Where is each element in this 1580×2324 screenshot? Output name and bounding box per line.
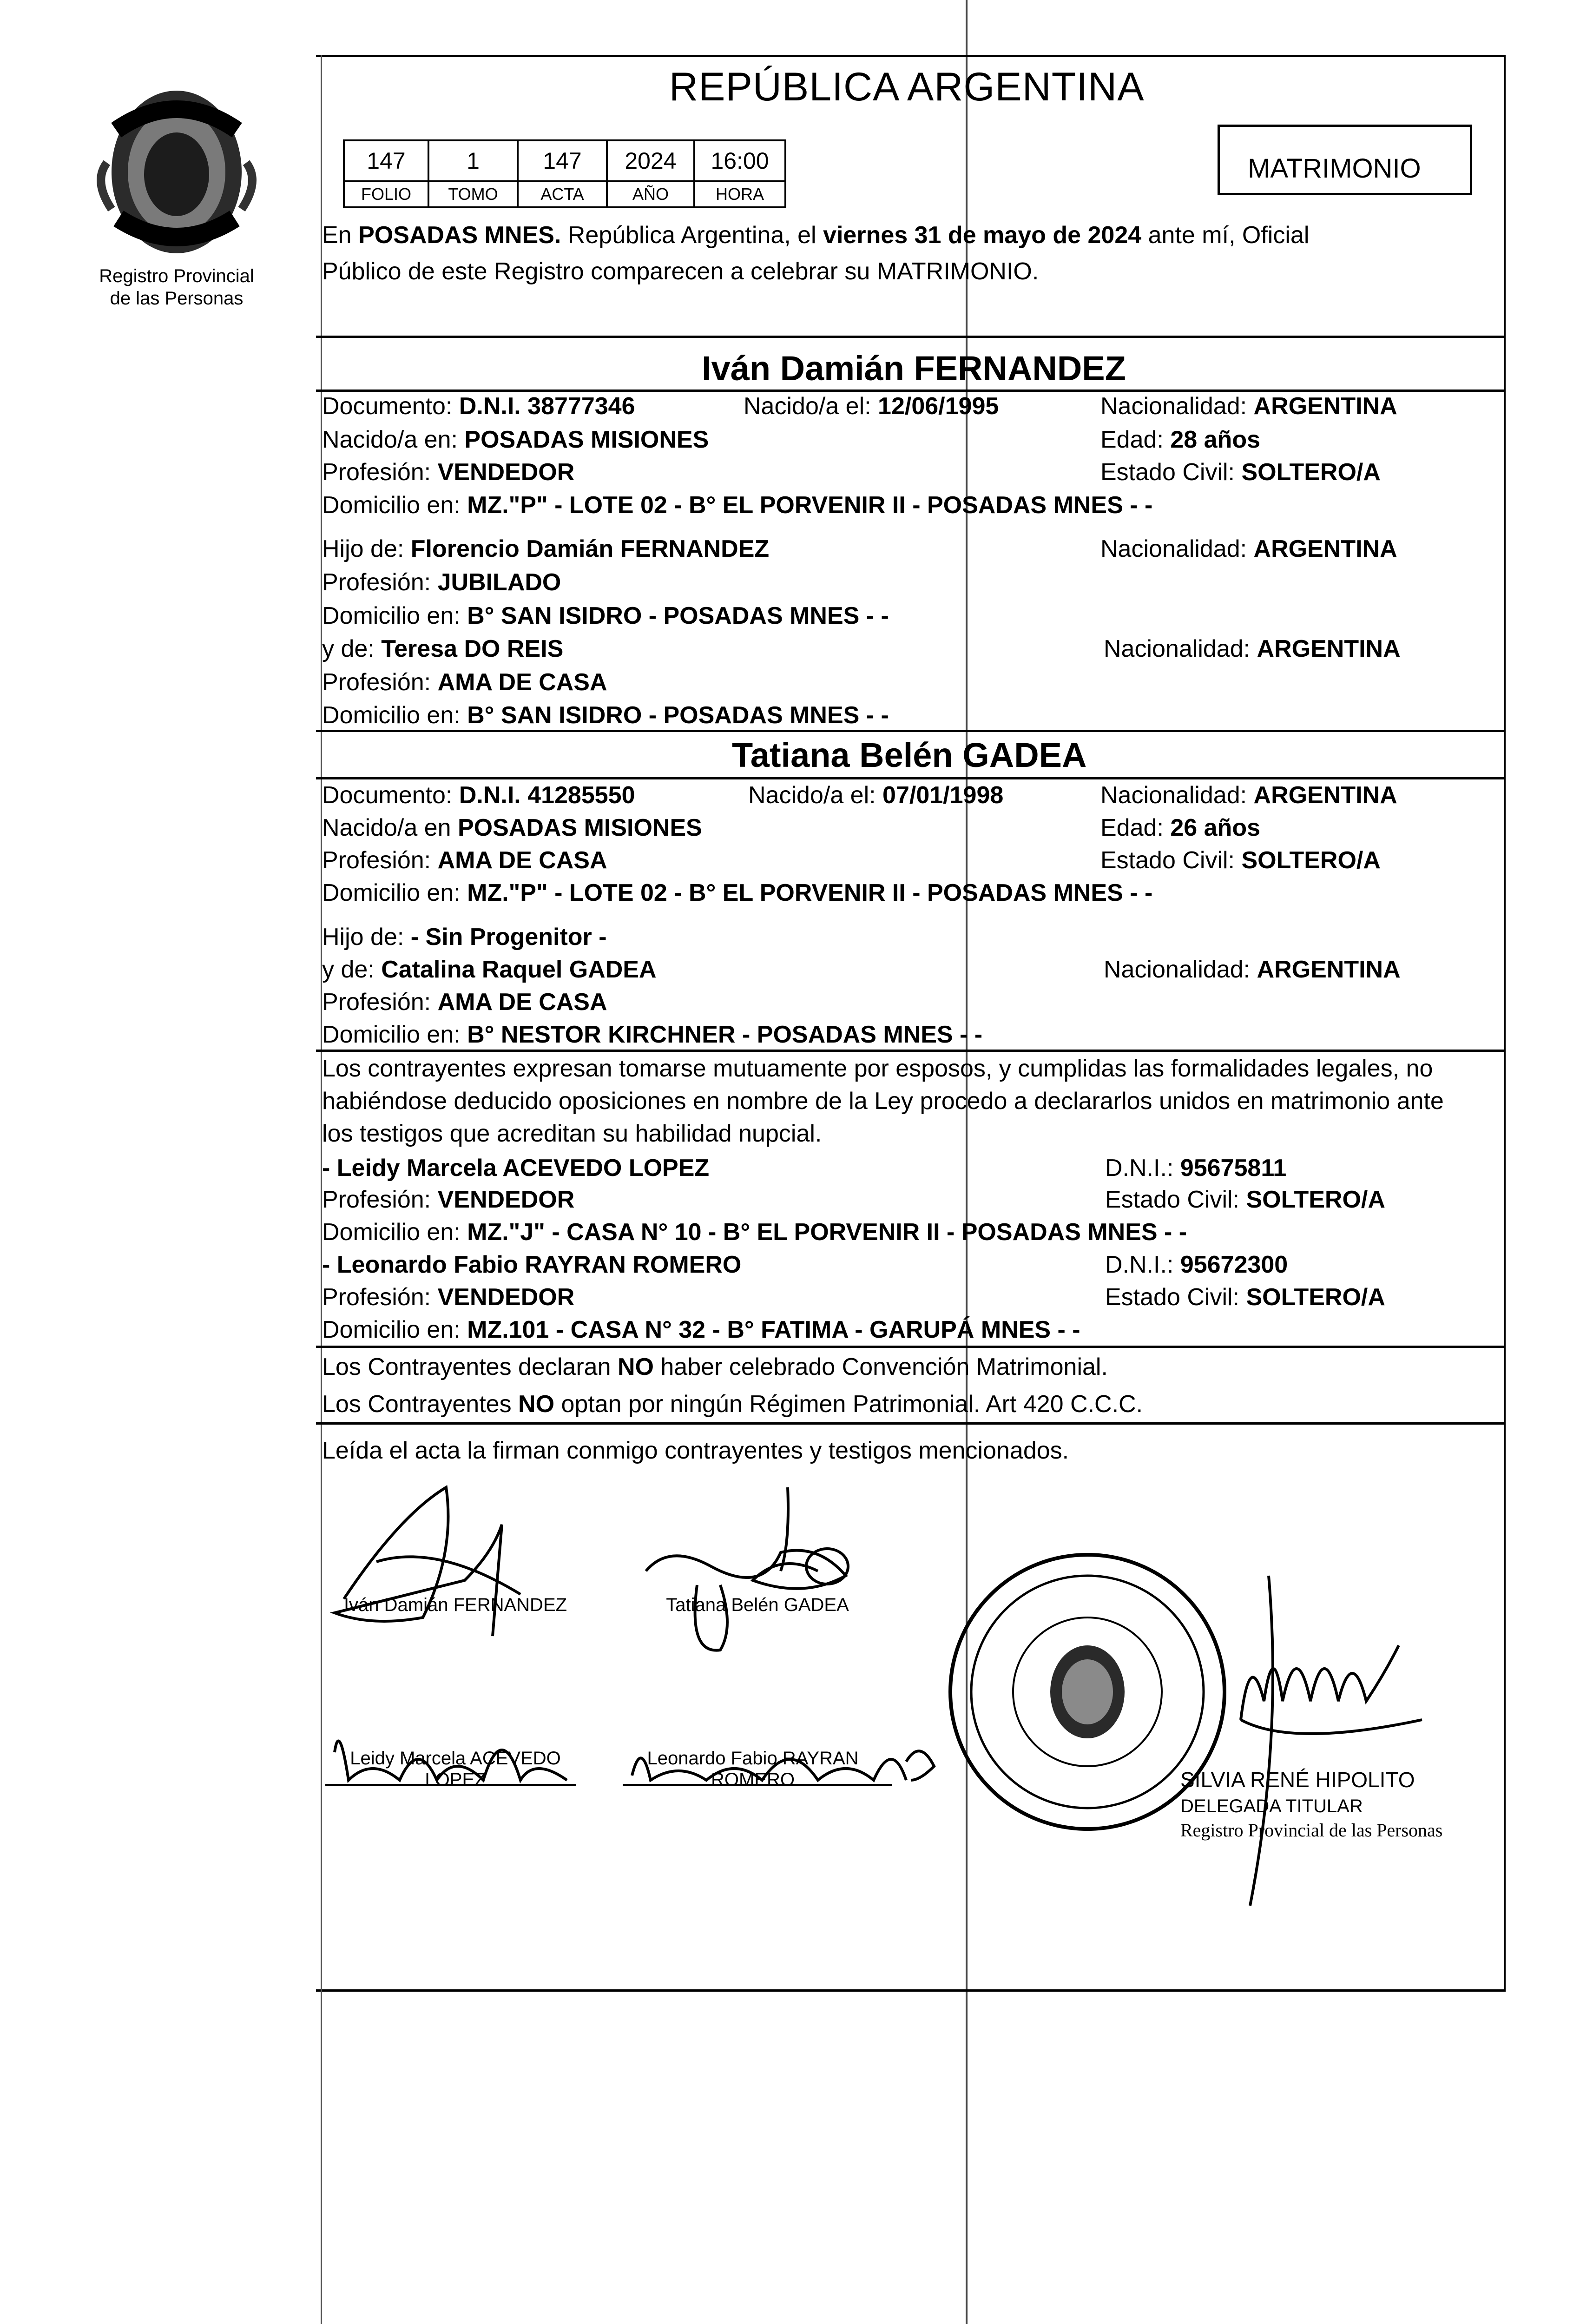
witness1-dni-label: D.N.I.:	[1105, 1155, 1180, 1182]
witness2-sig-line1: Leonardo Fabio RAYRAN	[647, 1748, 859, 1769]
spouse2-prof: AMA DE CASA	[437, 847, 607, 874]
spouse1-born-in-value: POSADAS MISIONES	[464, 426, 709, 453]
spouse2-prof-label: Profesión:	[322, 847, 438, 874]
spouse2-name: Tatiana Belén GADEA	[732, 736, 1087, 774]
spouse2-address	[322, 878, 1152, 907]
official-stamp-line2: DELEGADA TITULAR	[1180, 1796, 1363, 1816]
spouse2-mother-profession	[322, 988, 607, 1017]
conv1-c: haber celebrado Convención Matrimonial.	[653, 1353, 1108, 1380]
witness2-addr: MZ.101 - CASA N° 32 - B° FATIMA - GARUPÁ MNES - -	[467, 1316, 1080, 1343]
rule-declaration	[316, 1050, 1506, 1052]
witness2-civil: SOLTERO/A	[1246, 1284, 1385, 1311]
spouse1-address	[322, 491, 1152, 520]
spouse2-birth: 07/01/1998	[882, 782, 1004, 809]
intro-prefix: En	[322, 222, 359, 249]
act-type-box	[1218, 125, 1472, 195]
declaration-line2: habiéndose deducido oposiciones en nombre de la Ley procedo a declararlos unidos en matrimonio ante	[322, 1088, 1444, 1115]
spouse2-age-label: Edad:	[1100, 814, 1171, 841]
spouse1-mother-nat-label: Nacionalidad:	[1104, 635, 1257, 662]
logo-caption	[79, 265, 274, 310]
spouse1-father-address	[322, 601, 889, 630]
witness2-addr-label: Domicilio en:	[322, 1316, 467, 1343]
spouse2-born-in-value: POSADAS MISIONES	[457, 814, 702, 841]
spouse2-father-name: - Sin Progenitor -	[410, 924, 607, 951]
spouse1-civil-status	[1100, 458, 1381, 487]
intro-line2: Público de este Registro comparecen a celebrar su MATRIMONIO.	[322, 258, 1039, 285]
tomo-label: TOMO	[428, 180, 519, 208]
witness1-sig-line1: Leidy Marcela ACEVEDO	[350, 1748, 561, 1769]
witness2-name: - Leonardo Fabio RAYRAN ROMERO	[322, 1251, 742, 1278]
declaration-line1: Los contrayentes expresan tomarse mutuamente por esposos, y cumplidas las formalidades legales, no	[322, 1055, 1433, 1082]
spouse1-civil: SOLTERO/A	[1241, 459, 1381, 486]
spouse2-doc-label: Documento:	[322, 782, 459, 809]
spouse1-mother-nationality	[1104, 634, 1401, 663]
spouse2-document	[322, 781, 635, 810]
document-title: REPÚBLICA ARGENTINA	[669, 65, 1145, 109]
spouse1-prof-label: Profesión:	[322, 459, 438, 486]
conventions-line1	[322, 1353, 1108, 1381]
acta-label: ACTA	[517, 180, 608, 208]
spouse1-mother-name: Teresa DO REIS	[381, 635, 564, 662]
frame-top	[316, 55, 1506, 57]
rule-intro	[316, 336, 1506, 338]
witness1-sig-line2: LOPEZ	[425, 1769, 486, 1790]
spouse1-birth-label: Nacido/a el:	[744, 393, 878, 420]
rule-spouse2	[316, 777, 1506, 779]
frame-bottom	[316, 1989, 1506, 1992]
spouse2-mother-prof-label: Profesión:	[322, 989, 438, 1016]
spouse2-mother-nat: ARGENTINA	[1257, 956, 1401, 983]
act-type: MATRIMONIO	[1248, 153, 1421, 184]
spouse1-father-name: Florencio Damián FERNANDEZ	[410, 535, 770, 562]
witness2-signature-label	[632, 1748, 874, 1790]
witness1-dni	[1105, 1154, 1286, 1182]
spouse1-mother-addr-label: Domicilio en:	[322, 702, 467, 729]
spouse1-father-prof: JUBILADO	[437, 569, 561, 596]
conv1-b: NO	[617, 1353, 654, 1380]
witness2-dni	[1105, 1250, 1288, 1279]
spouse1-born-in	[322, 425, 709, 454]
spouse2-mother	[322, 955, 657, 984]
spouse1-father	[322, 535, 769, 563]
rule-spouse2-top	[316, 730, 1506, 732]
logo-caption-line2: de las Personas	[110, 288, 244, 309]
intro-middle: República Argentina, el	[561, 222, 823, 249]
spouse1-name: Iván Damián FERNANDEZ	[702, 349, 1126, 388]
official-stamp-line1: SILVIA RENÉ HIPOLITO	[1180, 1768, 1415, 1792]
spouse2-doc: D.N.I. 41285550	[459, 782, 635, 809]
witness2-address	[322, 1315, 1080, 1344]
spouse1-mother-profession	[322, 668, 607, 697]
spouse1-addr: MZ."P" - LOTE 02 - B° EL PORVENIR II - POSADAS MNES - -	[467, 492, 1153, 519]
intro-date: viernes 31 de mayo de 2024	[823, 222, 1142, 249]
spouse1-mother-address	[322, 701, 889, 730]
conv2-c: optan por ningún Régimen Patrimonial. Art 420 C.C.C.	[554, 1391, 1143, 1418]
spouse2-mother-name: Catalina Raquel GADEA	[381, 956, 657, 983]
spouse2-mother-addr: B° NESTOR KIRCHNER - POSADAS MNES - -	[467, 1021, 983, 1048]
witness2-prof-label: Profesión:	[322, 1284, 438, 1311]
spouse1-father-addr-label: Domicilio en:	[322, 602, 467, 629]
spouse1-prof: VENDEDOR	[437, 459, 575, 486]
witness2-profession	[322, 1283, 574, 1312]
witness1-civil-label: Estado Civil:	[1105, 1186, 1246, 1213]
spouse1-father-nationality	[1100, 535, 1397, 563]
intro-line1	[322, 221, 1309, 250]
conventions-line2	[322, 1390, 1143, 1419]
witness1-addr: MZ."J" - CASA N° 10 - B° EL PORVENIR II - POSADAS MNES - -	[467, 1219, 1187, 1246]
anio-label: AÑO	[606, 180, 695, 208]
spouse2-mother-nat-label: Nacionalidad:	[1104, 956, 1257, 983]
spouse1-mother-label: y de:	[322, 635, 382, 662]
witness1-profession	[322, 1185, 574, 1214]
spouse2-born-in-label: Nacido/a en	[322, 814, 458, 841]
spouse2-civil-label: Estado Civil:	[1100, 847, 1242, 874]
witness1-prof: VENDEDOR	[437, 1186, 575, 1213]
witness2-dni-value: 95672300	[1180, 1251, 1288, 1278]
witness1-civil: SOLTERO/A	[1246, 1186, 1385, 1213]
witness2-prof: VENDEDOR	[437, 1284, 575, 1311]
spouse2-father	[322, 923, 607, 951]
spouse1-doc: D.N.I. 38777346	[459, 393, 635, 420]
registry-logo	[79, 79, 274, 311]
acta-value: 147	[517, 139, 608, 182]
spouse2-civil: SOLTERO/A	[1241, 847, 1381, 874]
spouse2-mother-address	[322, 1020, 982, 1049]
spouse1-father-nat-label: Nacionalidad:	[1100, 535, 1254, 562]
spouse1-addr-label: Domicilio en:	[322, 492, 467, 519]
spouse2-nationality	[1100, 781, 1397, 810]
spouse1-mother-nat: ARGENTINA	[1257, 635, 1401, 662]
spouse1-father-prof-label: Profesión:	[322, 569, 438, 596]
spouse1-profession	[322, 458, 574, 487]
spouse2-signature-label: Tatiana Belén GADEA	[666, 1595, 849, 1615]
spouse2-mother-addr-label: Domicilio en:	[322, 1021, 467, 1048]
spouse2-civil-status	[1100, 846, 1381, 875]
spouse1-document	[322, 392, 635, 421]
spouse2-age	[1100, 813, 1260, 842]
spouse2-signature-stroke	[646, 1551, 846, 1589]
spouse1-age-label: Edad:	[1100, 426, 1171, 453]
logo-caption-line1: Registro Provincial	[99, 266, 254, 286]
witness1-addr-label: Domicilio en:	[322, 1219, 467, 1246]
spouse2-birth-label: Nacido/a el:	[748, 782, 883, 809]
spouse2-mother-label: y de:	[322, 956, 382, 983]
signatures-drawing	[316, 1459, 1506, 1989]
spouse1-nat: ARGENTINA	[1253, 393, 1397, 420]
anio-value: 2024	[606, 139, 695, 182]
spouse1-mother-addr: B° SAN ISIDRO - POSADAS MNES - -	[467, 702, 889, 729]
spouse1-mother-prof-label: Profesión:	[322, 669, 438, 696]
spouse1-father-profession	[322, 568, 561, 597]
official-signature-stroke	[1241, 1645, 1399, 1720]
spouse1-birth: 12/06/1995	[878, 393, 999, 420]
witness2-civil-label: Estado Civil:	[1105, 1284, 1246, 1311]
spouse1-age-value: 28 años	[1170, 426, 1260, 453]
witness2-sig-line2: ROMERO	[711, 1769, 795, 1790]
folio-label: FOLIO	[343, 180, 429, 208]
spouse1-birthdate	[744, 392, 999, 421]
tomo-value: 1	[428, 139, 519, 182]
spouse2-father-label: Hijo de:	[322, 924, 411, 951]
official-stamp	[1180, 1766, 1442, 1842]
spouse1-mother	[322, 634, 563, 663]
spouse1-mother-prof: AMA DE CASA	[437, 669, 607, 696]
spouse2-nat-label: Nacionalidad:	[1100, 782, 1254, 809]
spouse1-civil-label: Estado Civil:	[1100, 459, 1242, 486]
witness1-civil-status	[1105, 1185, 1385, 1214]
hora-label: HORA	[693, 180, 786, 208]
rule-closing	[316, 1422, 1506, 1425]
conv2-b: NO	[518, 1391, 555, 1418]
conv1-a: Los Contrayentes declaran	[322, 1353, 618, 1380]
witness1-name: - Leidy Marcela ACEVEDO LOPEZ	[322, 1155, 710, 1182]
hora-value: 16:00	[693, 139, 786, 182]
spouse1-father-addr: B° SAN ISIDRO - POSADAS MNES - -	[467, 602, 889, 629]
spouse2-age-value: 26 años	[1170, 814, 1260, 841]
spouse2-mother-prof: AMA DE CASA	[437, 989, 607, 1016]
witness1-signature-label	[335, 1748, 576, 1790]
spouse1-nat-label: Nacionalidad:	[1100, 393, 1254, 420]
intro-place: POSADAS MNES.	[358, 222, 561, 249]
spouse1-father-label: Hijo de:	[322, 535, 411, 562]
spouse2-nat: ARGENTINA	[1253, 782, 1397, 809]
registry-coat-of-arms-icon	[79, 79, 274, 265]
spouse2-profession	[322, 846, 607, 875]
witness1-prof-label: Profesión:	[322, 1186, 438, 1213]
witness2-civil-status	[1105, 1283, 1385, 1312]
spouse1-nationality	[1100, 392, 1397, 421]
spouse2-addr: MZ."P" - LOTE 02 - B° EL PORVENIR II - POSADAS MNES - -	[467, 879, 1153, 906]
intro-suffix: ante mí, Oficial	[1141, 222, 1310, 249]
spouse2-birthdate	[748, 781, 1003, 810]
spouse1-age	[1100, 425, 1260, 454]
spouse1-born-in-label: Nacido/a en:	[322, 426, 465, 453]
official-stamp-line3: Registro Provincial de las Personas	[1180, 1819, 1443, 1841]
declaration-line3: los testigos que acreditan su habilidad nupcial.	[322, 1120, 822, 1147]
spouse2-born-in	[322, 813, 702, 842]
witness1-address	[322, 1218, 1187, 1247]
spouse1-father-nat: ARGENTINA	[1253, 535, 1397, 562]
spouse1-signature-label: Iván Damián FERNANDEZ	[343, 1595, 567, 1615]
witness1-dni-value: 95675811	[1180, 1155, 1287, 1182]
folio-value: 147	[343, 139, 429, 182]
spouse2-mother-nationality	[1104, 955, 1401, 984]
spouse2-addr-label: Domicilio en:	[322, 879, 467, 906]
rule-conventions	[316, 1346, 1506, 1348]
closing-text: Leída el acta la firman conmigo contrayentes y testigos mencionados.	[322, 1437, 1069, 1464]
witness2-dni-label: D.N.I.:	[1105, 1251, 1180, 1278]
conv2-a: Los Contrayentes	[322, 1391, 519, 1418]
spouse1-doc-label: Documento:	[322, 393, 459, 420]
